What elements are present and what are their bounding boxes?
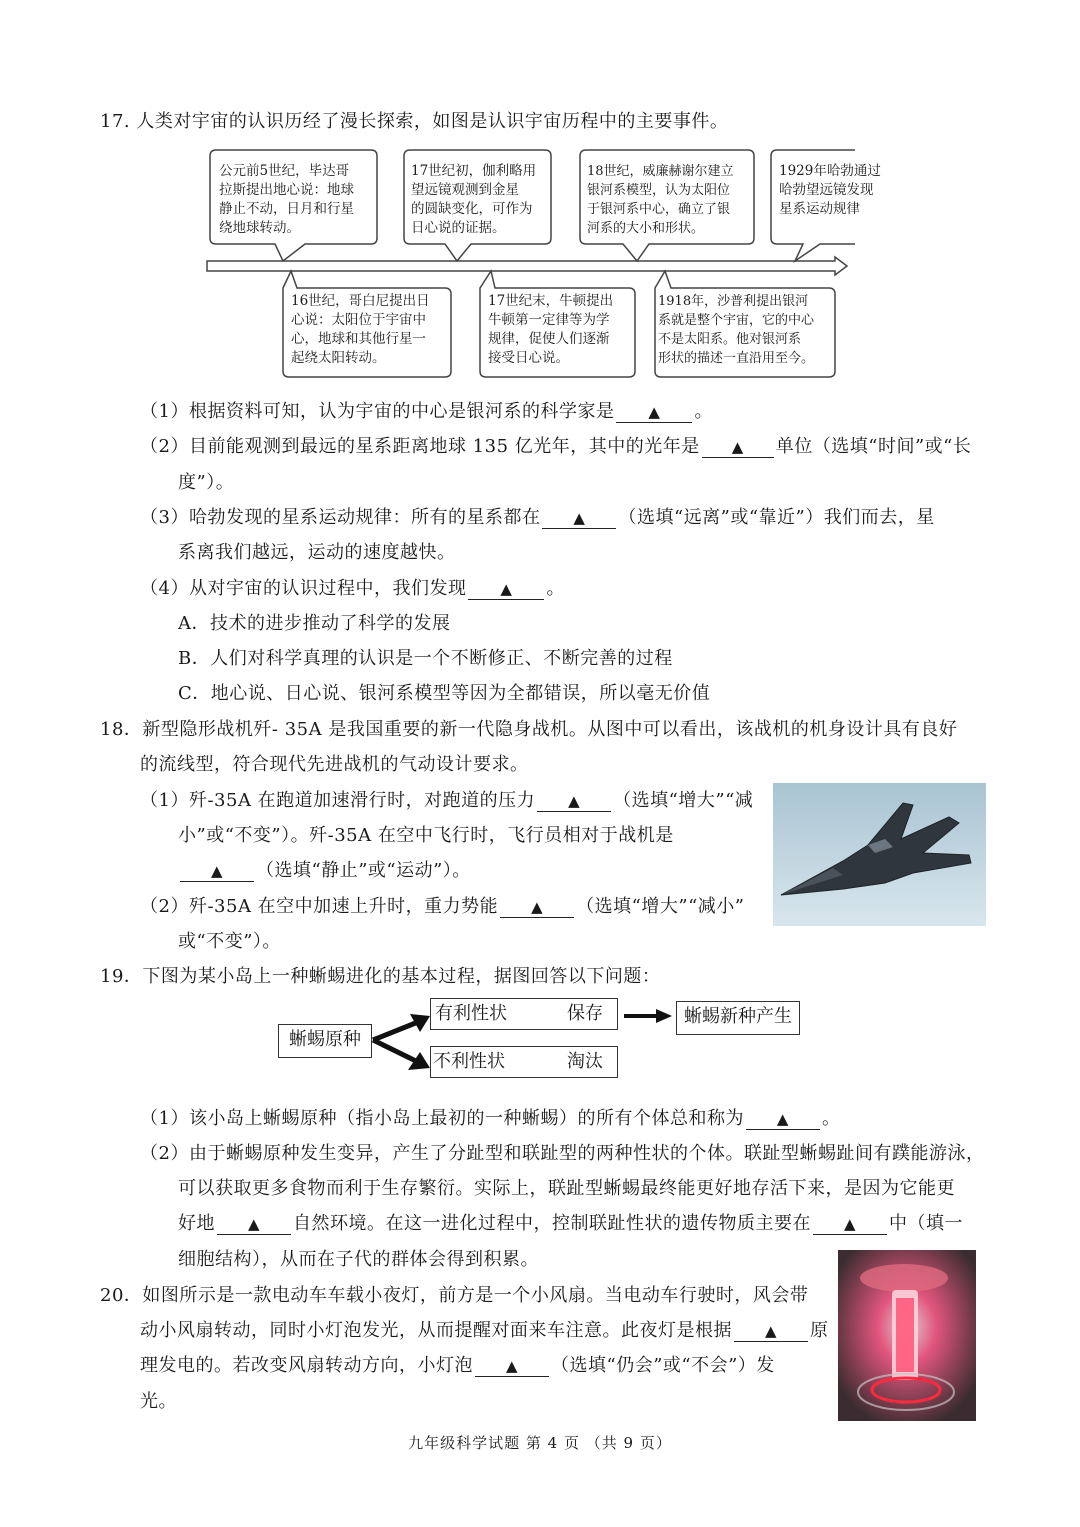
q19-part2-cont: 可以获取更多食物而利于生存繁衍。实际上，联趾型蜥蜴最终能更好地存活下来，是因为它能更 [178,1178,955,1199]
q18-part1-cont2: ▲ （选填“静止”或“运动”）。 [178,858,471,884]
q17-part1: （1）根据资料可知，认为宇宙的中心是银河系的科学家是 ▲ 。 [140,401,713,422]
fighter-jet-image [773,783,986,926]
answer-blank[interactable]: ▲ [542,508,616,529]
answer-blank[interactable]: ▲ [537,791,611,812]
q20-line1: 20．如图所示是一款电动车车载小夜灯，前方是一个小风扇。当电动车行驶时，风会带 [100,1285,809,1306]
answer-blank[interactable]: ▲ [468,579,544,600]
q18-stem-cont: 的流线型，符合现代先进战机的气动设计要求。 [140,754,529,775]
box-origin-species: 蜥蜴原种 [278,1024,372,1058]
q18-part2-cont: 或“不变”）。 [178,931,281,952]
q17-part2: （2）目前能观测到最远的星系距离地球 135 亿光年，其中的光年是 ▲ 单位（选填“时间”或“长 [140,436,972,457]
q17-option-c: C．地心说、日心说、银河系模型等因为全都错误，所以毫无价值 [178,683,711,704]
event-top-1: 公元前5世纪，毕达哥 拉斯提出地心说：地球 静止不动，日月和行星 绕地球转动。 [219,163,354,236]
q17-option-a: A．技术的进步推动了科学的发展 [178,613,451,634]
answer-blank[interactable]: ▲ [616,402,692,423]
answer-blank[interactable]: ▲ [217,1214,291,1235]
q19-stem: 19．下图为某小岛上一种蜥蜴进化的基本过程，据图回答以下问题： [100,966,661,987]
q17-part4: （4）从对宇宙的认识过程中，我们发现 ▲ 。 [140,578,565,599]
answer-blank[interactable]: ▲ [746,1109,820,1130]
q19-part2: （2）由于蜥蜴原种发生变异，产生了分趾型和联趾型的两种性状的个体。联趾型蜥蜴趾间有蹼能游泳， [140,1143,985,1164]
q20-line3: 理发电的。若改变风扇转动方向，小灯泡 ▲ （选填“仍会”或“不会”）发 [140,1355,775,1376]
q18-part2: （2）歼-35A 在空中加速上升时，重力势能 ▲ （选填“增大”“减小” [140,896,745,917]
q20-line2: 动小风扇转动，同时小灯泡发光，从而提醒对面来车注意。此夜灯是根据 ▲ 原 [140,1320,829,1341]
answer-blank[interactable]: ▲ [180,861,254,882]
event-bottom-3: 1918年，沙普利提出银河 系就是整个宇宙，它的中心 不是太阳系。他对银河系 形状的描述一直沿用至今。 [658,294,815,366]
q18-part1-cont: 小”或“不变”）。歼-35A 在空中飞行时，飞行员相对于战机是 [178,825,674,846]
q19-part1: （1）该小岛上蜥蜴原种（指小岛上最初的一种蜥蜴）的所有个体总和称为 ▲ 。 [140,1108,841,1129]
box-favorable: 有利性状 保存 [430,998,618,1030]
night-light-image [838,1250,976,1421]
event-bottom-2: 17世纪末，牛顿提出 牛顿第一定律等为学 规律，促使人们逐渐 接受日心说。 [488,293,614,366]
box-unfavorable: 不利性状 淘汰 [430,1046,618,1078]
q17-stem: 17. 人类对宇宙的认识历经了漫长探索，如图是认识宇宙历程中的主要事件。 [100,111,729,132]
event-top-2: 17世纪初，伽利略用 望远镜观测到金星 的圆缺变化，可作为 日心说的证据。 [411,163,537,236]
q19-part2-cont2: 好地 ▲ 自然环境。在这一进化过程中，控制联趾性状的遗传物质主要在 ▲ 中（填一 [178,1213,963,1234]
answer-blank[interactable]: ▲ [813,1214,887,1235]
page-footer: 九年级科学试题 第 4 页 （共 9 页） [408,1434,672,1452]
q18-stem: 18．新型隐形战机歼- 35A 是我国重要的新一代隐身战机。从图中可以看出，该战机的机身设计具有良好 [100,719,958,740]
answer-blank[interactable]: ▲ [475,1356,549,1377]
q17-part2-cont: 度”）。 [178,472,235,493]
q17-part3-cont: 系离我们越远，运动的速度越快。 [178,542,456,563]
answer-blank[interactable]: ▲ [702,437,774,458]
event-top-4: 1929年哈勃通过 哈勃望远镜发现 星系运动规律 [779,163,881,217]
event-top-3: 18世纪，威廉赫谢尔建立 银河系模型，认为太阳位 于银河系中心，确立了银 河系的大小和形状。 [587,164,734,236]
q20-line4: 光。 [140,1391,177,1412]
q17-option-b: B．人们对科学真理的认识是一个不断修正、不断完善的过程 [178,648,673,669]
answer-blank[interactable]: ▲ [500,897,574,918]
q18-part1: （1）歼-35A 在跑道加速滑行时，对跑道的压力 ▲ （选填“增大”“减 [140,790,754,811]
event-bottom-1: 16世纪，哥白尼提出日 心说：太阳位于宇宙中 心，地球和其他行星一 起绕太阳转动。 [291,293,430,366]
answer-blank[interactable]: ▲ [734,1321,808,1342]
q19-part2-cont3: 细胞结构），从而在子代的群体会得到积累。 [178,1249,539,1270]
box-new-species: 蜥蜴新种产生 [676,1001,800,1035]
q17-part3: （3）哈勃发现的星系运动规律：所有的星系都在 ▲ （选填“远离”或“靠近”）我们而去，星 [140,507,935,528]
